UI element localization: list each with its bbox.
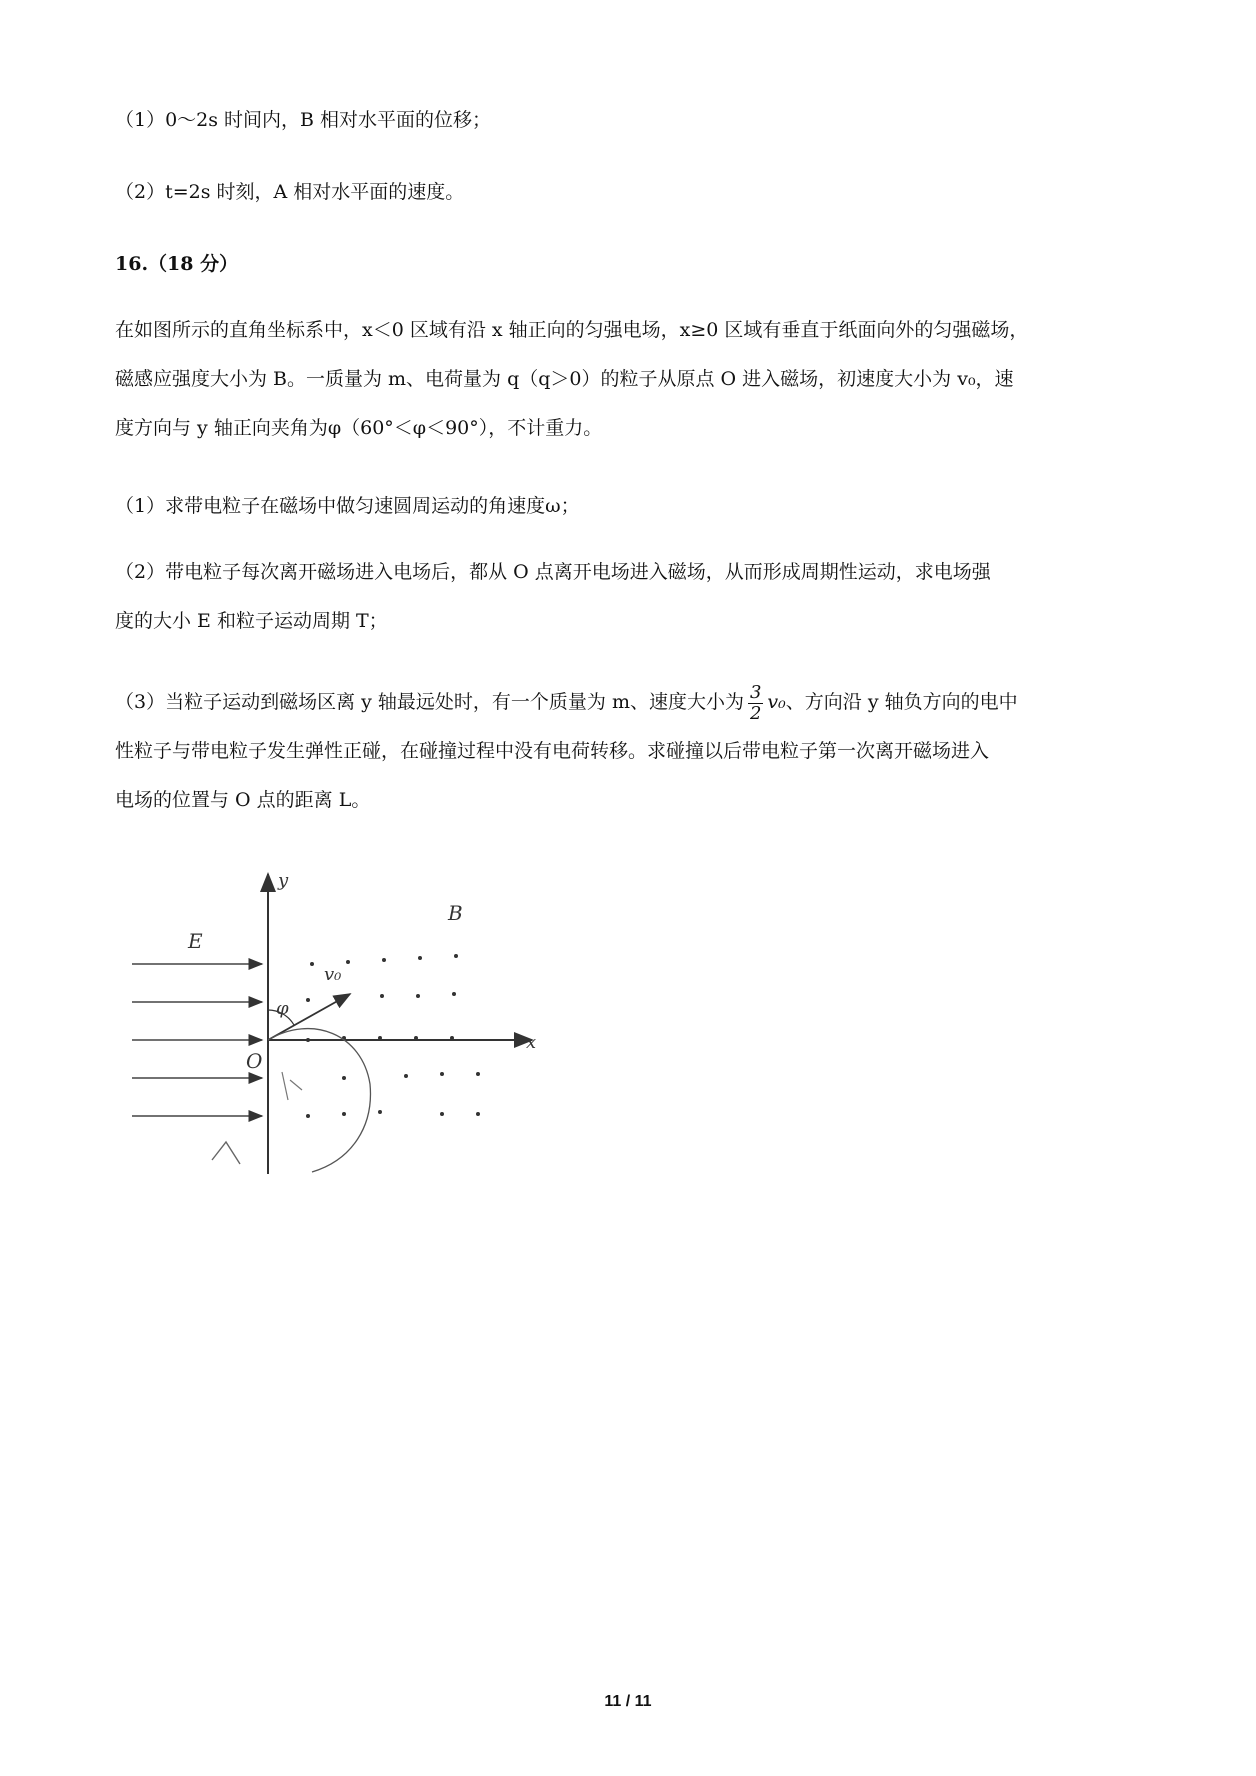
q16-part3-line2: 性粒子与带电粒子发生弹性正碰，在碰撞过程中没有电荷转移。求碰撞以后带电粒子第一次离开磁场进入 xyxy=(115,740,990,762)
fraction-numerator: 3 xyxy=(749,681,762,703)
q16-part2-line2: 度的大小 E 和粒子运动周期 T； xyxy=(115,610,388,632)
label-E: E xyxy=(188,929,203,953)
q16-part3-line1 xyxy=(115,678,1145,727)
q16-intro xyxy=(115,306,1145,453)
fraction-three-halves xyxy=(748,683,763,724)
q16-part3 xyxy=(115,678,1145,825)
q16-part1: （1）求带电粒子在磁场中做匀速圆周运动的角速度ω； xyxy=(115,495,580,517)
q16-part2 xyxy=(115,548,1145,646)
label-O: O xyxy=(246,1049,263,1073)
label-phi: φ xyxy=(276,998,289,1019)
v0-symbol: v₀ xyxy=(767,691,786,713)
label-y: y xyxy=(278,870,289,891)
q16-intro-line2: 磁感应强度大小为 B。一质量为 m、电荷量为 q（q＞0）的粒子从原点 O 进入磁场，初速度大小为 v₀，速 xyxy=(115,368,1014,390)
page-number: 11 / 11 xyxy=(604,1693,652,1710)
q16-intro-line3: 度方向与 y 轴正向夹角为φ（60°＜φ＜90°），不计重力。 xyxy=(115,417,603,439)
field-diagram xyxy=(112,864,542,1174)
q16-part2-line1: （2）带电粒子每次离开磁场进入电场后，都从 O 点离开电场进入磁场，从而形成周期性运动，求电场强 xyxy=(115,561,991,583)
label-B: B xyxy=(448,901,463,925)
q15-part1: （1）0～2s 时间内，B 相对水平面的位移； xyxy=(115,109,492,131)
q16-part3-line3: 电场的位置与 O 点的距离 L。 xyxy=(115,789,371,811)
q15-part2: （2）t=2s 时刻，A 相对水平面的速度。 xyxy=(115,181,465,203)
label-v0: v₀ xyxy=(324,964,342,985)
label-x: x xyxy=(526,1032,537,1053)
q16-part3-text-a: （3）当粒子运动到磁场区离 y 轴最远处时，有一个质量为 m、速度大小为 xyxy=(115,691,744,713)
q16-header: 16.（18 分） xyxy=(115,253,239,275)
q16-intro-line1: 在如图所示的直角坐标系中，x＜0 区域有沿 x 轴正向的匀强电场，x≥0 区域有垂直于纸面向外的匀强磁场， xyxy=(115,319,1029,341)
q16-part3-text-b: 、方向沿 y 轴负方向的电中 xyxy=(785,691,1018,713)
fraction-denominator: 2 xyxy=(749,702,762,724)
